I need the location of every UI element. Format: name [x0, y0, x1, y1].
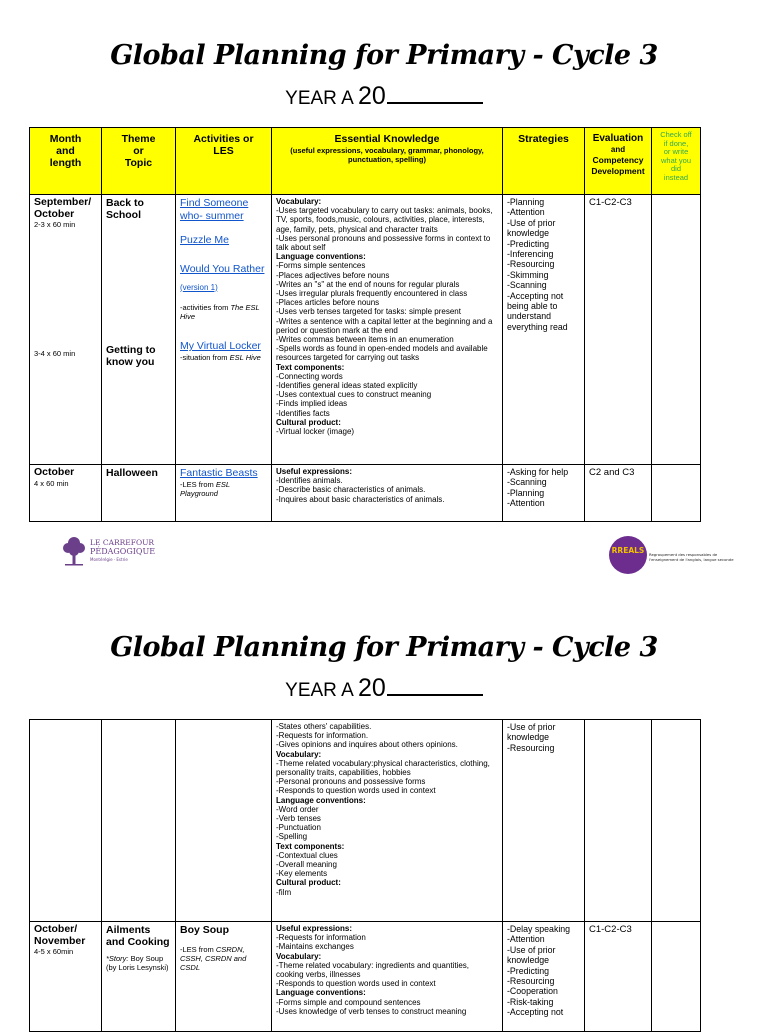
theme-label: Getting to know you: [106, 344, 156, 368]
strategy-item: -Asking for help: [507, 467, 569, 477]
header-activities: Activities or LES: [176, 128, 272, 195]
ek-line: -Writes commas between items in an enumeration: [276, 335, 454, 345]
ek-line: -Forms simple and compound sentences: [276, 997, 421, 1007]
theme-cell: Ailments and Cooking *Story: Boy Soup (by Loris Lesynski): [102, 922, 176, 1032]
strategy-item: -Accepting not being able to understand everything read: [507, 290, 568, 332]
ek-line: -Responds to question words used in context: [276, 979, 436, 989]
strategy-item: -Predicting: [507, 965, 550, 976]
ek-line: -Spells words as found in open-ended models and available resources targeted for carrying out tasks: [276, 344, 488, 363]
ek-line: -Virtual locker (image): [276, 427, 355, 437]
strategy-item: -Attention: [507, 207, 545, 218]
strategy-item: -Use of prior knowledge: [507, 944, 556, 966]
header-evaluation: Evaluation and Competency Development: [585, 128, 652, 195]
ek-line: -Requests for information: [276, 933, 366, 943]
story-note: *Story: Boy Soup (by Loris Lesynski): [106, 954, 169, 972]
duration-label: 3-4 x 60 min: [34, 349, 76, 358]
evaluation-cell: [585, 720, 652, 922]
strategy-item: -Use of prior knowledge: [507, 217, 556, 239]
checkoff-cell[interactable]: [652, 922, 701, 1032]
header-checkoff: Check off if done, or write what you did instead: [652, 128, 701, 195]
svg-text:RREALS: RREALS: [611, 546, 645, 555]
ek-line: -Writes an "s" at the end of nouns for regular plurals: [276, 279, 460, 289]
strategy-item: -Attention: [507, 934, 545, 945]
duration-label: 2-3 x 60 min: [34, 220, 76, 229]
table-row: [30, 465, 701, 522]
ek-line: -Key elements: [276, 869, 328, 879]
ek-line: -Theme related vocabulary:physical characteristics, clothing, personality traits, capabilities, hobbies: [276, 758, 490, 778]
ek-heading: Text components:: [276, 362, 345, 372]
ek-line: -Responds to question words used in context: [276, 786, 436, 796]
header-essential-knowledge: Essential Knowledge (useful expressions, vocabulary, grammar, phonology, punctuation, spelling): [272, 128, 503, 195]
activities-cell: Find Someone who- summer Puzzle Me Would You Rather (version 1) -activities from The ESL Hive My Virtual Locker -situation from ESL Hive: [176, 195, 272, 465]
month-cell: September/ October 2-3 x 60 min 3-4 x 60 min: [30, 195, 102, 465]
strategies-cell: [503, 720, 585, 922]
checkoff-cell[interactable]: [652, 195, 701, 465]
rreals-logo: [608, 534, 734, 576]
strategies-cell: [503, 465, 585, 522]
page-title: Global Planning for Primary - Cycle 3: [110, 40, 658, 71]
ek-line: -Writes a sentence with a capital letter at the beginning and a period or question mark at the end: [276, 316, 493, 335]
ek-line: -Identifies animals.: [276, 476, 343, 486]
essential-knowledge-cell: [272, 922, 503, 1032]
theme-cell: [102, 720, 176, 922]
page-title: Global Planning for Primary - Cycle 3: [110, 632, 658, 663]
ek-heading: Vocabulary:: [276, 197, 322, 206]
strategy-item: -Resourcing: [507, 976, 555, 987]
year-number: 20: [358, 674, 386, 702]
strategy-item: -Accepting not: [507, 1007, 564, 1018]
checkoff-cell[interactable]: [652, 465, 701, 522]
year-blank: [387, 694, 483, 696]
duration-label: 4 x 60 min: [34, 478, 69, 488]
year-blank: [387, 102, 483, 104]
ek-line: -Identifies facts: [276, 408, 330, 418]
strategy-item: -Use of prior knowledge: [507, 722, 556, 743]
ek-line: -Punctuation: [276, 823, 321, 833]
ek-line: -Personal pronouns and possessive forms: [276, 777, 426, 787]
ek-line: -Maintains exchanges: [276, 942, 354, 952]
strategies-cell: [503, 922, 585, 1032]
evaluation-cell: C1-C2-C3: [585, 195, 652, 465]
link-fantastic-beasts[interactable]: Fantastic Beasts: [180, 467, 258, 479]
year-line: [0, 674, 768, 703]
ek-line: -Uses irregular plurals frequently encountered in class: [276, 289, 468, 299]
carrefour-pedagogique-logo: [60, 533, 156, 569]
strategy-item: -Resourcing: [507, 259, 555, 270]
checkoff-cell[interactable]: [652, 720, 701, 922]
activities-cell: [176, 720, 272, 922]
ek-line: -Uses verb tenses targeted for tasks: simple present: [276, 307, 461, 317]
header-ek-subtitle: (useful expressions, vocabulary, grammar, phonology, punctuation, spelling): [290, 146, 484, 164]
ek-line: -States others' capabilities.: [276, 722, 372, 731]
ek-line: -Uses targeted vocabulary to carry out tasks: animals, books, TV, sports, foods,music, colours, activities, place, interests, age, family, pets, physical and character traits: [276, 206, 493, 234]
table-row: [30, 195, 701, 465]
theme-cell: Back to School Getting to know you: [102, 195, 176, 465]
ek-line: -Inquires about basic characteristics of animals.: [276, 494, 445, 504]
ek-line: -Verb tenses: [276, 814, 321, 824]
theme-cell: Halloween: [102, 465, 176, 522]
ek-line: -Connecting words: [276, 371, 343, 381]
strategy-item: -Delay speaking: [507, 924, 571, 934]
ek-line: -Describe basic characteristics of animals.: [276, 485, 426, 495]
ek-line: -Uses contextual cues to construct meaning: [276, 390, 432, 400]
ek-line: -Overall meaning: [276, 860, 337, 870]
ek-heading: Vocabulary:: [276, 951, 322, 961]
header-month: Month and length: [30, 128, 102, 195]
month-cell: [30, 720, 102, 922]
link-my-virtual-locker[interactable]: My Virtual Locker: [180, 340, 261, 352]
link-version-1[interactable]: (version 1): [180, 282, 218, 292]
strategy-item: -Predicting: [507, 238, 550, 249]
month-cell: October 4 x 60 min: [30, 465, 102, 522]
ek-line: -Gives opinions and inquires about others opinions.: [276, 740, 458, 750]
ek-heading: Cultural product:: [276, 878, 341, 888]
strategies-cell: [503, 195, 585, 465]
activities-cell: Boy Soup -LES from CSRDN, CSSH, CSRDN and CSDL: [176, 922, 272, 1032]
ek-line: -film: [276, 887, 292, 897]
table-row: [30, 922, 701, 1032]
svg-text:PÉDAGOGIQUE: PÉDAGOGIQUE: [90, 547, 156, 556]
essential-knowledge-cell: [272, 195, 503, 465]
year-number: 20: [358, 82, 386, 110]
evaluation-cell: C2 and C3: [585, 465, 652, 522]
ek-line: -Word order: [276, 804, 319, 814]
ek-line: -Finds implied ideas: [276, 399, 348, 409]
link-would-you-rather[interactable]: Would You Rather: [180, 262, 265, 275]
year-prefix: YEAR A: [285, 680, 353, 701]
header-theme: Theme or Topic: [102, 128, 176, 195]
table-row: [30, 720, 701, 922]
svg-text:Montérégie · Estrie: Montérégie · Estrie: [90, 557, 128, 562]
svg-text:Regroupement des responsables: Regroupement des responsables de: [649, 552, 718, 557]
ek-line: -Forms simple sentences: [276, 261, 366, 271]
strategy-item: -Inferencing: [507, 249, 554, 260]
ek-heading: Language conventions:: [276, 988, 366, 998]
ek-heading: Language conventions:: [276, 252, 366, 262]
ek-heading: Useful expressions:: [276, 924, 353, 933]
duration-label: 4-5 x 60min: [34, 947, 74, 956]
strategy-item: -Resourcing: [507, 742, 555, 753]
strategy-item: -Planning: [507, 487, 545, 498]
ek-line: -Theme related vocabulary: ingredients and quantities, cooking verbs, illnesses: [276, 960, 469, 980]
planning-table-2: [29, 719, 701, 1032]
essential-knowledge-cell: [272, 465, 503, 522]
link-find-someone[interactable]: Find Someone who- summer: [180, 197, 249, 222]
ek-heading: Language conventions:: [276, 795, 366, 805]
ek-line: -Uses knowledge of verb tenses to construct meaning: [276, 1006, 467, 1016]
ek-heading: Text components:: [276, 841, 345, 851]
year-prefix: YEAR A: [285, 88, 353, 109]
planning-table-1: [29, 127, 701, 522]
strategy-item: -Cooperation: [507, 986, 558, 997]
ek-heading: Useful expressions:: [276, 467, 353, 476]
ek-heading: Cultural product:: [276, 417, 341, 427]
ek-line: -Requests for information.: [276, 731, 369, 741]
ek-line: -Places adjectives before nouns: [276, 270, 390, 280]
evaluation-cell: C1-C2-C3: [585, 922, 652, 1032]
ek-line: -Identifies general ideas stated explicitly: [276, 381, 418, 391]
essential-knowledge-cell: [272, 720, 503, 922]
svg-text:l'enseignement de l'anglais, l: l'enseignement de l'anglais, langue seconde: [649, 557, 734, 562]
ek-line: -Contextual clues: [276, 850, 338, 860]
ek-line: -Places articles before nouns: [276, 298, 380, 308]
strategy-item: -Risk-taking: [507, 996, 554, 1007]
activities-cell: Fantastic Beasts -LES from ESL Playground: [176, 465, 272, 522]
strategy-item: -Attention: [507, 498, 545, 509]
activity-title: Boy Soup: [180, 924, 229, 936]
strategy-item: -Scanning: [507, 280, 547, 291]
header-strategies: Strategies: [503, 128, 585, 195]
strategy-item: -Scanning: [507, 477, 547, 488]
ek-line: -Spelling: [276, 832, 308, 842]
svg-text:LE CARREFOUR: LE CARREFOUR: [90, 538, 155, 547]
month-cell: October/ November 4-5 x 60min: [30, 922, 102, 1032]
ek-heading: Vocabulary:: [276, 749, 322, 759]
strategy-item: -Skimming: [507, 269, 549, 280]
strategy-item: -Planning: [507, 197, 545, 207]
year-line: [0, 82, 768, 111]
link-puzzle-me[interactable]: Puzzle Me: [180, 234, 230, 246]
ek-line: -Uses personal pronouns and possessive forms in context to talk about self: [276, 233, 491, 253]
